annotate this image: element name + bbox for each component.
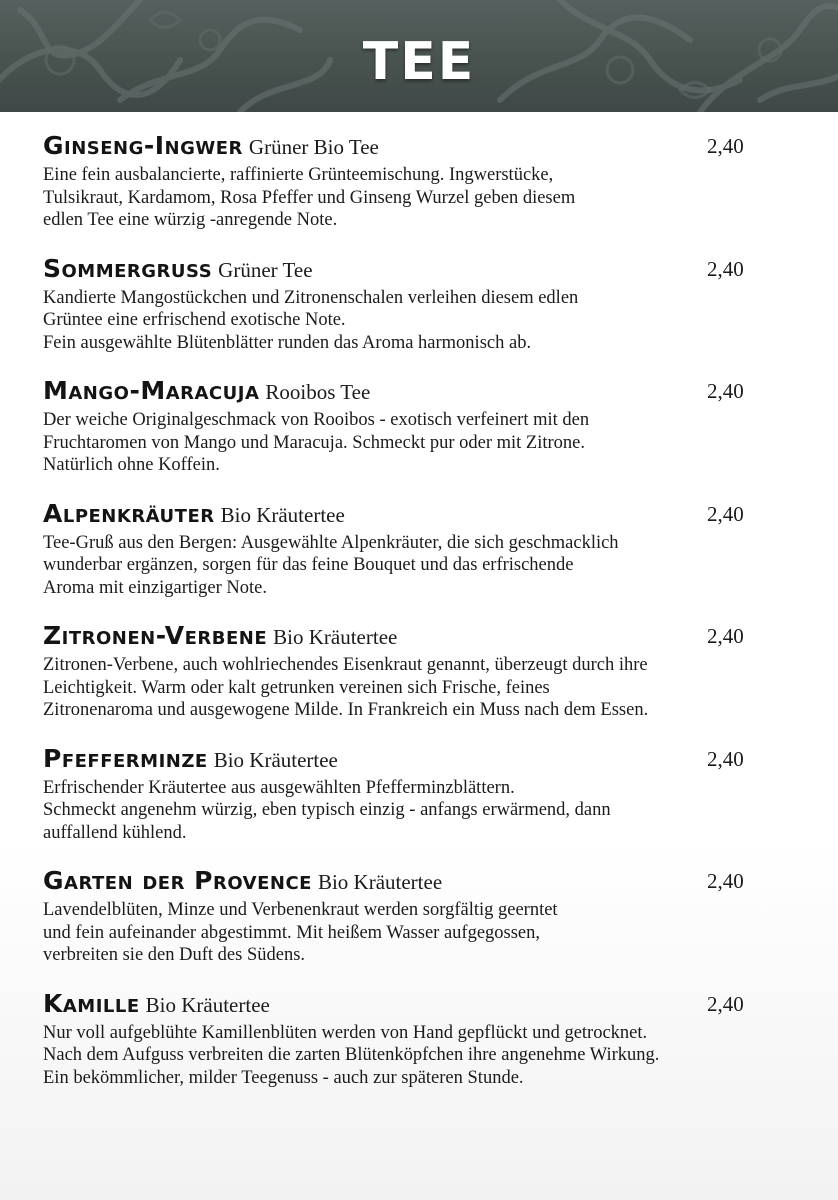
menu-item-price: 2,40 (707, 746, 744, 771)
menu-item-price: 2,40 (707, 134, 744, 158)
description-line: Lavendelblüten, Minze und Verbenenkraut werden sorgfältig geerntet (43, 900, 558, 920)
menu-item-type: Bio Kräutertee (317, 870, 443, 894)
menu-item-price: 2,40 (707, 869, 744, 893)
menu-item-name: Ginseng-Ingwer (43, 131, 243, 160)
menu-item-type: Grüner Tee (218, 257, 313, 282)
description-line: Tulsikraut, Kardamom, Rosa Pfeffer und Ginseng Wurzel geben diesem (43, 187, 576, 208)
menu-item-price: 2,40 (707, 501, 744, 526)
menu-item-type: Grüner Bio Tee (248, 135, 379, 159)
description-line: edlen Tee eine würzig -anregende Note. (43, 210, 338, 230)
menu-item (43, 373, 793, 477)
menu-item-header (43, 863, 793, 899)
menu-item-type: Rooibos Tee (265, 380, 371, 404)
description-line: verbreiten sie den Duft des Südens. (43, 945, 306, 965)
menu-item-description (43, 409, 793, 477)
menu-item-header (43, 986, 793, 1022)
description-line: Aroma mit einzigartiger Note. (43, 577, 267, 598)
menu-item (43, 618, 793, 722)
menu-item-header (43, 373, 793, 409)
menu-item-description (43, 899, 793, 967)
description-line: auffallend kühlend. (43, 822, 187, 843)
menu-item-description (43, 164, 793, 232)
menu-item-name: Mango-Maracuja (43, 376, 260, 405)
menu-item-name: Zitronen-Verbene (43, 621, 268, 650)
description-line: Fein ausgewählte Blütenblätter runden das Aroma harmonisch ab. (43, 332, 532, 353)
menu-item-header (43, 251, 793, 287)
menu-item (43, 863, 793, 967)
description-line: Erfrischender Kräutertee aus ausgewählten Pfefferminzblättern. (43, 777, 515, 798)
menu-item-header (43, 741, 793, 777)
menu-item-description (43, 1022, 793, 1090)
description-line: Zitronen-Verbene, auch wohlriechendes Eisenkraut genannt, überzeugt durch ihre (43, 655, 648, 675)
description-line: Zitronenaroma und ausgewogene Milde. In Frankreich ein Muss nach dem Essen. (43, 700, 649, 720)
menu-item-description (43, 532, 793, 600)
description-line: Nur voll aufgeblühte Kamillenblüten werden von Hand gepflückt und getrocknet. (43, 1022, 648, 1043)
menu-item-price: 2,40 (707, 991, 744, 1016)
menu-item-type: Bio Kräutertee (145, 992, 270, 1017)
menu-item (43, 496, 793, 600)
menu-item-header (43, 496, 793, 532)
header-banner (0, 0, 838, 112)
description-line: wunderbar ergänzen, sorgen für das feine Bouquet und das erfrischende (43, 555, 574, 575)
description-line: Schmeckt angenehm würzig, eben typisch einzig - anfangs erwärmend, dann (43, 800, 611, 820)
menu-item-name: Pfefferminze (43, 743, 208, 773)
description-line: Natürlich ohne Koffein. (43, 455, 220, 475)
menu-item-description (43, 287, 793, 355)
menu-item-header (43, 128, 793, 164)
menu-item (43, 741, 793, 845)
description-line: und fein aufeinander abgestimmt. Mit heißem Wasser aufgegossen, (43, 922, 541, 943)
menu-item-description (43, 777, 793, 845)
menu-item-price: 2,40 (707, 256, 744, 281)
menu-item-name: Kamille (43, 988, 140, 1018)
description-line: Ein bekömmlicher, milder Teegenuss - auch zur späteren Stunde. (43, 1067, 524, 1088)
menu-item-type: Bio Kräutertee (220, 502, 345, 527)
description-line: Tee-Gruß aus den Bergen: Ausgewählte Alpenkräuter, die sich geschmacklich (43, 532, 619, 553)
description-line: Nach dem Aufguss verbreiten die zarten Blütenköpfchen ihre angenehme Wirkung. (43, 1045, 660, 1065)
description-line: Fruchtaromen von Mango und Maracuja. Schmeckt pur oder mit Zitrone. (43, 432, 586, 453)
description-line: Der weiche Originalgeschmack von Rooibos - exotisch verfeinert mit den (43, 410, 590, 430)
menu-item-description (43, 654, 793, 722)
menu-item-header (43, 618, 793, 654)
menu-item-price: 2,40 (707, 624, 744, 648)
description-line: Kandierte Mangostückchen und Zitronenschalen verleihen diesem edlen (43, 287, 579, 308)
menu-item (43, 251, 793, 355)
menu-item-name: Sommergruss (43, 253, 213, 283)
tea-menu-list (43, 128, 793, 1108)
description-line: Eine fein ausbalancierte, raffinierte Grünteemischung. Ingwerstücke, (43, 165, 554, 185)
menu-item-name: Garten der Provence (43, 866, 312, 895)
menu-item-type: Bio Kräutertee (213, 747, 338, 772)
menu-item (43, 986, 793, 1090)
menu-item-price: 2,40 (707, 379, 744, 403)
menu-item-type: Bio Kräutertee (273, 625, 398, 649)
page-title: TEE (362, 32, 476, 92)
description-line: Grüntee eine erfrischend exotische Note. (43, 310, 346, 330)
description-line: Leichtigkeit. Warm oder kalt getrunken vereinen sich Frische, feines (43, 677, 550, 698)
menu-item-name: Alpenkräuter (43, 498, 215, 528)
menu-item (43, 128, 793, 232)
